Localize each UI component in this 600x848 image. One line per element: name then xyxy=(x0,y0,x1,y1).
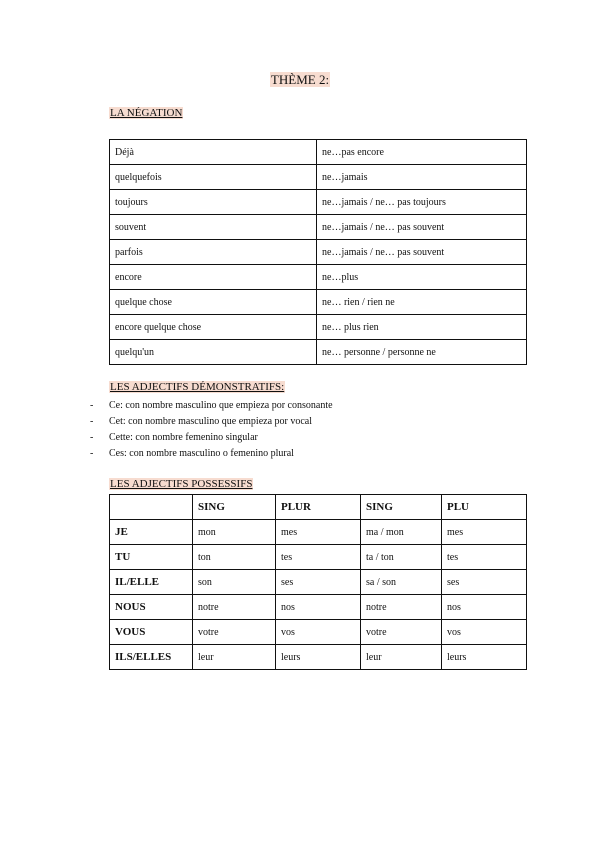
page-title: THÈME 2: xyxy=(270,72,330,87)
table-cell: mes xyxy=(442,520,527,545)
table-cell: toujours xyxy=(110,190,317,215)
table-cell: notre xyxy=(193,595,276,620)
table-row xyxy=(110,190,527,215)
negation-table xyxy=(109,139,527,365)
table-cell: souvent xyxy=(110,215,317,240)
table-cell: sa / son xyxy=(361,570,442,595)
table-row xyxy=(110,620,527,645)
possessifs-table xyxy=(109,494,527,670)
table-cell: ILS/ELLES xyxy=(110,645,193,670)
table-row xyxy=(110,340,527,365)
table-cell: ne…jamais xyxy=(317,165,527,190)
table-header-cell: PLU xyxy=(442,495,527,520)
demonstratifs-heading: LES ADJECTIFS DÉMONSTRATIFS: xyxy=(110,381,285,393)
table-cell: leur xyxy=(193,645,276,670)
negation-heading: LA NÉGATION xyxy=(110,107,183,119)
table-cell: ne… plus rien xyxy=(317,315,527,340)
possessifs-heading: LES ADJECTIFS POSSESSIFS xyxy=(110,478,253,490)
table-cell: ne…jamais / ne… pas souvent xyxy=(317,215,527,240)
table-cell: mes xyxy=(276,520,361,545)
table-cell: ne… personne / personne ne xyxy=(317,340,527,365)
table-cell: encore xyxy=(110,265,317,290)
table-cell: ta / ton xyxy=(361,545,442,570)
table-cell: encore quelque chose xyxy=(110,315,317,340)
table-cell: son xyxy=(193,570,276,595)
table-cell: ne…pas encore xyxy=(317,140,527,165)
list-item: - Ces: con nombre masculino o femenino plural xyxy=(90,446,333,462)
table-row xyxy=(110,595,527,620)
table-row xyxy=(110,315,527,340)
list-item: - Ce: con nombre masculino que empieza por consonante xyxy=(90,398,333,414)
table-cell: JE xyxy=(110,520,193,545)
table-cell: ses xyxy=(442,570,527,595)
table-cell: quelqu'un xyxy=(110,340,317,365)
table-cell: ne…jamais / ne… pas souvent xyxy=(317,240,527,265)
dash-bullet: - xyxy=(90,432,94,443)
table-header-row xyxy=(110,495,527,520)
table-cell: nos xyxy=(442,595,527,620)
table-row xyxy=(110,140,527,165)
dash-bullet: - xyxy=(90,416,94,427)
table-row xyxy=(110,240,527,265)
table-row xyxy=(110,290,527,315)
table-cell: ne… rien / rien ne xyxy=(317,290,527,315)
table-cell: vos xyxy=(442,620,527,645)
table-cell: nos xyxy=(276,595,361,620)
table-cell: ne…jamais / ne… pas toujours xyxy=(317,190,527,215)
table-row xyxy=(110,520,527,545)
table-header-cell: SING xyxy=(361,495,442,520)
table-row xyxy=(110,570,527,595)
table-cell: notre xyxy=(361,595,442,620)
table-cell: ma / mon xyxy=(361,520,442,545)
table-cell: ton xyxy=(193,545,276,570)
table-cell: vos xyxy=(276,620,361,645)
table-cell: NOUS xyxy=(110,595,193,620)
table-row xyxy=(110,265,527,290)
table-row xyxy=(110,545,527,570)
table-row xyxy=(110,645,527,670)
table-cell: tes xyxy=(442,545,527,570)
table-header-cell: SING xyxy=(193,495,276,520)
table-cell: IL/ELLE xyxy=(110,570,193,595)
demonstratifs-list xyxy=(90,398,333,462)
table-cell: leurs xyxy=(442,645,527,670)
table-cell: votre xyxy=(193,620,276,645)
table-cell: tes xyxy=(276,545,361,570)
table-cell: ses xyxy=(276,570,361,595)
table-cell: leurs xyxy=(276,645,361,670)
table-header-cell xyxy=(110,495,193,520)
table-cell: leur xyxy=(361,645,442,670)
dash-bullet: - xyxy=(90,448,94,459)
table-cell: votre xyxy=(361,620,442,645)
dash-bullet: - xyxy=(90,400,94,411)
table-cell: quelquefois xyxy=(110,165,317,190)
table-cell: mon xyxy=(193,520,276,545)
table-cell: Déjà xyxy=(110,140,317,165)
table-cell: quelque chose xyxy=(110,290,317,315)
table-cell: VOUS xyxy=(110,620,193,645)
list-item: - Cette: con nombre femenino singular xyxy=(90,430,333,446)
table-header-cell: PLUR xyxy=(276,495,361,520)
list-item: - Cet: con nombre masculino que empieza por vocal xyxy=(90,414,333,430)
table-cell: TU xyxy=(110,545,193,570)
table-row xyxy=(110,215,527,240)
table-cell: parfois xyxy=(110,240,317,265)
table-cell: ne…plus xyxy=(317,265,527,290)
table-row xyxy=(110,165,527,190)
